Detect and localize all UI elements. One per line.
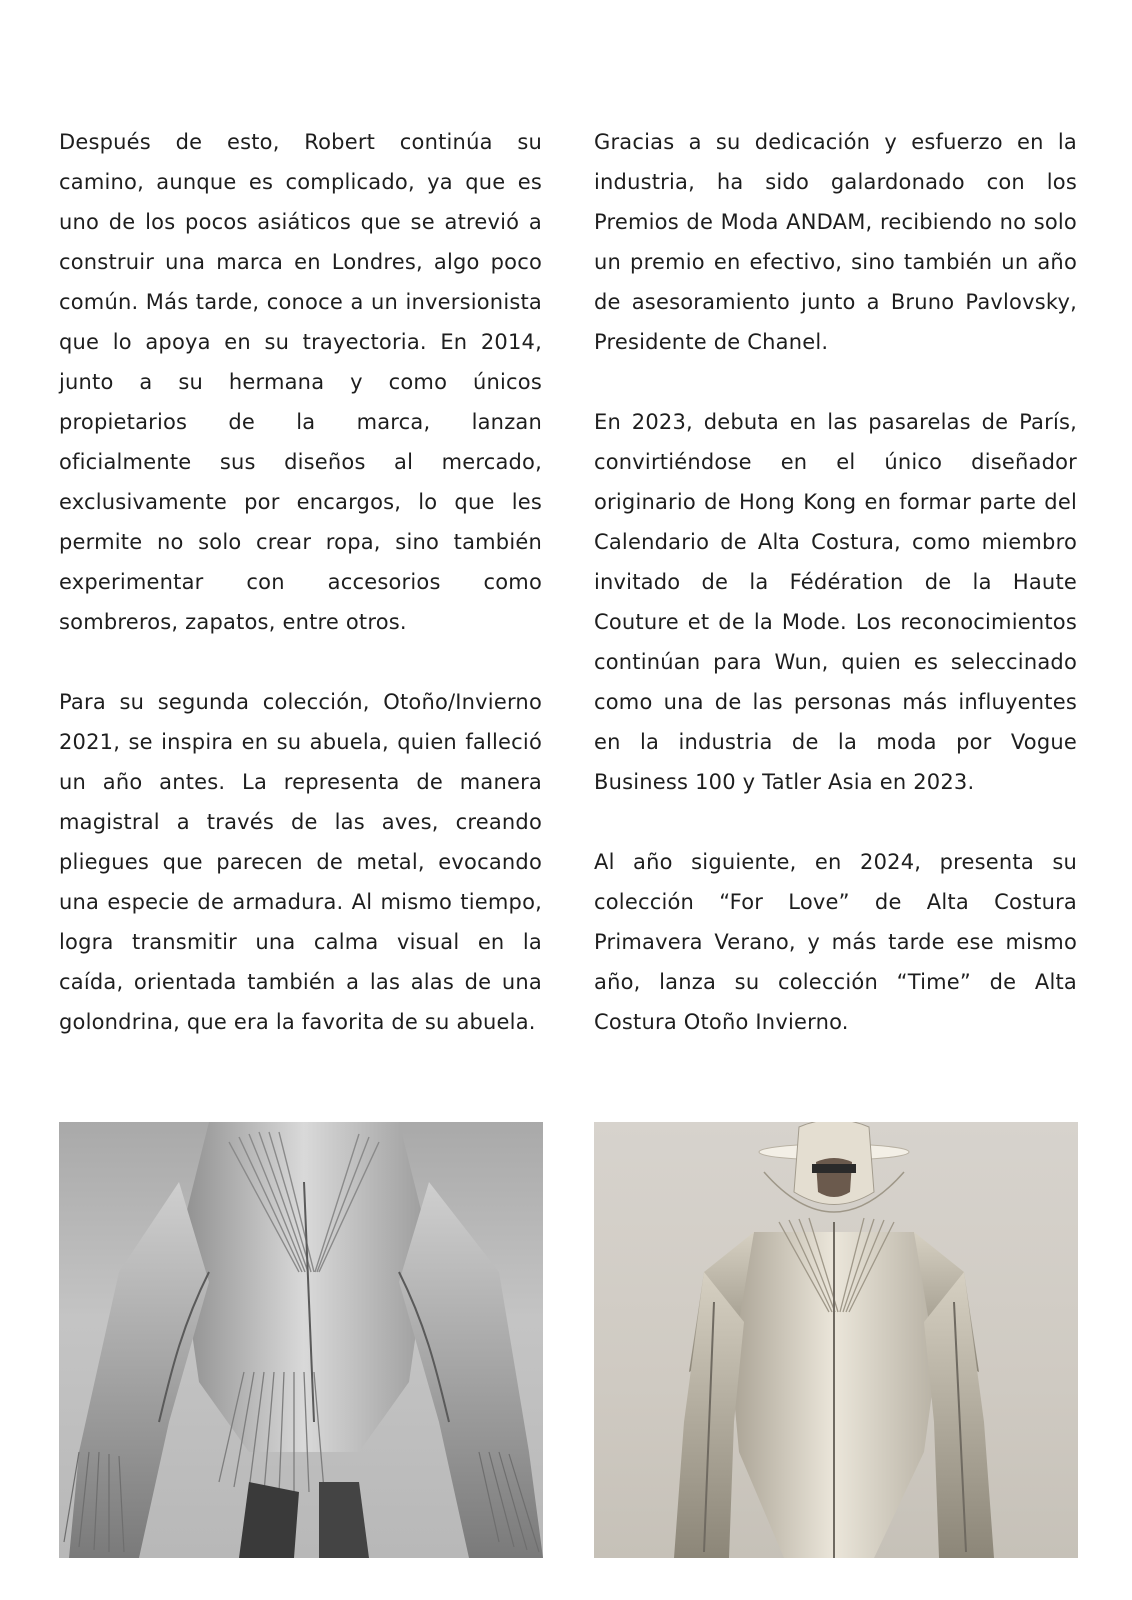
- paragraph-second-collection: Para su segunda colección, Otoño/Invierno 2021, se inspira en su abuela, quien falleció un año antes. La representa de manera magistral a través de las aves, creando pliegues que parecen de metal, evocando una especie de armadura. Al mismo tiempo, logra transmitir una calma visual en la caída, orientada también a las alas de una golondrina, que era la favorita de su abuela.: [59, 690, 542, 1034]
- right-text-column: [594, 122, 1077, 1082]
- model-illustration: [594, 1122, 1078, 1558]
- paragraph-robert-brand: Después de esto, Robert continúa su camino, aunque es complicado, ya que es uno de los pocos asiáticos que se atrevió a construir una marca en Londres, algo poco común. Más tarde, conoce a un inversionista que lo apoya en su trayectoria. En 2014, junto a su hermana y como únicos propietarios de la marca, lanzan oficialmente sus diseños al mercado, exclusivamente por encargos, lo que les permite no solo crear ropa, sino también experimentar con accesorios como sombreros, zapatos, entre otros.: [59, 130, 542, 634]
- fashion-photo-model-with-hat: [594, 1122, 1078, 1558]
- paragraph-2024-collections: Al año siguiente, en 2024, presenta su colección “For Love” de Alta Costura Primavera Verano, y más tarde ese mismo año, lanza su colección “Time” de Alta Costura Otoño Invierno.: [594, 850, 1077, 1034]
- jacket-illustration: [59, 1122, 543, 1558]
- paragraph-paris-debut: En 2023, debuta en las pasarelas de París, convirtiéndose en el único diseñador originario de Hong Kong en formar parte del Calendario de Alta Costura, como miembro invitado de la Fédération de la Haute Couture et de la Mode. Los reconocimientos continúan para Wun, quien es seleccinado como una de las personas más influyentes en la industria de la moda por Vogue Business 100 y Tatler Asia en 2023.: [594, 410, 1077, 794]
- left-text-column: [59, 122, 542, 1082]
- fashion-photo-grayscale-jacket: [59, 1122, 543, 1558]
- paragraph-andam-award: Gracias a su dedicación y esfuerzo en la industria, ha sido galardonado con los Premios de Moda ANDAM, recibiendo no solo un premio en efectivo, sino también un año de asesoramiento junto a Bruno Pavlovsky, Presidente de Chanel.: [594, 130, 1077, 354]
